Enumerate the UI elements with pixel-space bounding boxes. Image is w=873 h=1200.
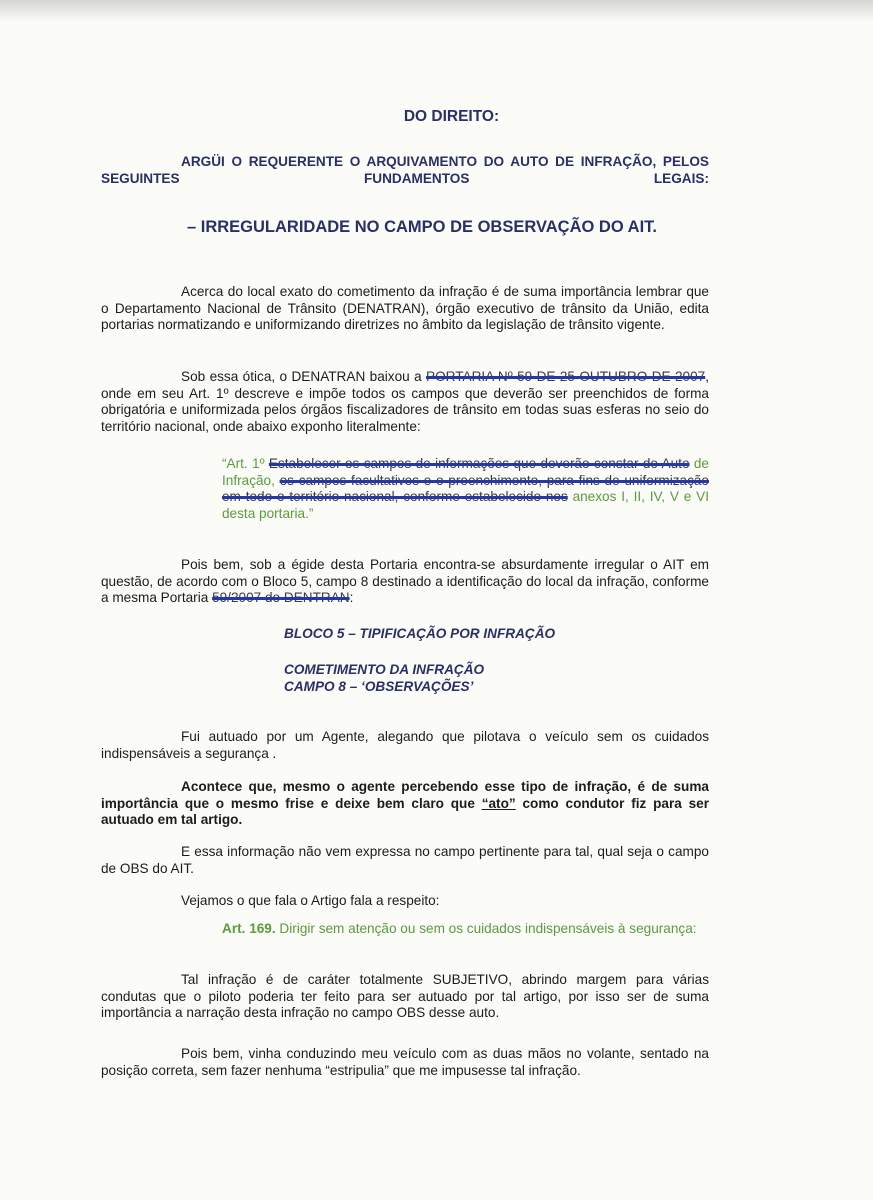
struck-portaria-ref: 59/2007 do DENTRAN [212,590,350,606]
article-label: Art. 169. [222,921,276,936]
article-169 [222,921,709,938]
paragraph-2-text-b: , onde em seu Art. 1º descreve e impõe todos os campos que deverão ser preenchidos de forma obrigatória e uniformizada pelos órgãos fiscalizadores de trânsito em todas suas esferas no seio do território nacional, onde abaixo exponho literalmente: [101,369,709,434]
quote-text-a: “Art. 1º [222,456,269,471]
campo-heading: CAMPO 8 – ‘OBSERVAÇÕES’ [284,679,474,694]
paragraph-4: Fui autuado por um Agente, alegando que pilotava o veículo sem os cuidados indispensáveis a segurança . [101,729,709,761]
paragraph-2 [101,369,709,435]
paragraph-5 [101,779,709,829]
paragraph-7: Vejamos o que fala o Artigo fala a respeito: [181,893,440,908]
paragraph-2-text-a: Sob essa ótica, o DENATRAN baixou a [181,369,427,384]
paragraph-3 [101,557,709,607]
paragraph-6: E essa informação não vem expressa no campo pertinente para tal, qual seja o campo de OBS do AIT. [101,844,709,876]
struck-portaria: PORTARIA Nº 59 DE 25 OUTUBRO DE 2007 [426,369,706,384]
paragraph-5-text-a: Acontece que, mesmo o agente percebendo esse tipo de infração, é de suma importância que o mesmo frise e deixe bem claro que [101,779,709,811]
quote-text-c: anexos I, II, IV, V e VI desta portaria.” [222,489,709,521]
bloco-heading: BLOCO 5 – TIPIFICAÇÃO POR INFRAÇÃO [284,626,556,641]
paragraph-3-text-a: Pois bem, sob a égide desta Portaria encontra-se absurdamente irregular o AIT em questão, de acordo com o Bloco 5, campo 8 destinado a identificação do local da infração, conforme a mesma Portaria [101,557,709,606]
page-title: DO DIREITO: [403,108,500,125]
quote-struck-2: os campos facultativos e o preenchimento, para fins de uniformização em todo o território nacional, conforme estabelecido nos [222,472,709,505]
paragraph-8: Tal infração é de caráter totalmente SUBJETIVO, abrindo margem para várias condutas que o piloto poderia ter feito para ser autuado por tal artigo, por isso ser de suma importância a narração desta infração no campo OBS desse auto. [101,972,709,1021]
cometimento-heading: COMETIMENTO DA INFRAÇÃO [284,662,485,677]
paragraph-5-text-b: como condutor fiz para ser autuado em tal artigo. [101,795,710,828]
paragraph-1: Acerca do local exato do cometimento da infração é de suma importância lembrar que o Departamento Nacional de Trânsito (DENATRAN), órgão executivo de trânsito da União, edita portarias normatizando e uniformizando diretrizes no âmbito da legislação de trânsito vigente. [101,284,709,333]
quote-text-b: de Infração, [222,456,709,488]
paragraph-3-text-b: : [349,590,354,606]
paragraph-9: Pois bem, vinha conduzindo meu veículo com as duas mãos no volante, sentado na posição correta, sem fazer nenhuma “estripulia” que me impusesse tal infração. [101,1046,709,1078]
quote-struck-1: Estabelecer os campos de informações que deverão constar do Auto [268,456,690,471]
intro-paragraph: ARGÜI O REQUERENTE O ARQUIVAMENTO DO AUTO DE INFRAÇÃO, PELOS SEGUINTES FUNDAMENTOS LEGAIS: [101,154,709,186]
section-title: – IRREGULARIDADE NO CAMPO DE OBSERVAÇÃO DO AIT. [187,218,657,236]
underlined-ato: “ato” [481,795,516,811]
quote-block [222,456,709,522]
article-text: Dirigir sem atenção ou sem os cuidados indispensáveis à segurança: [275,921,697,936]
